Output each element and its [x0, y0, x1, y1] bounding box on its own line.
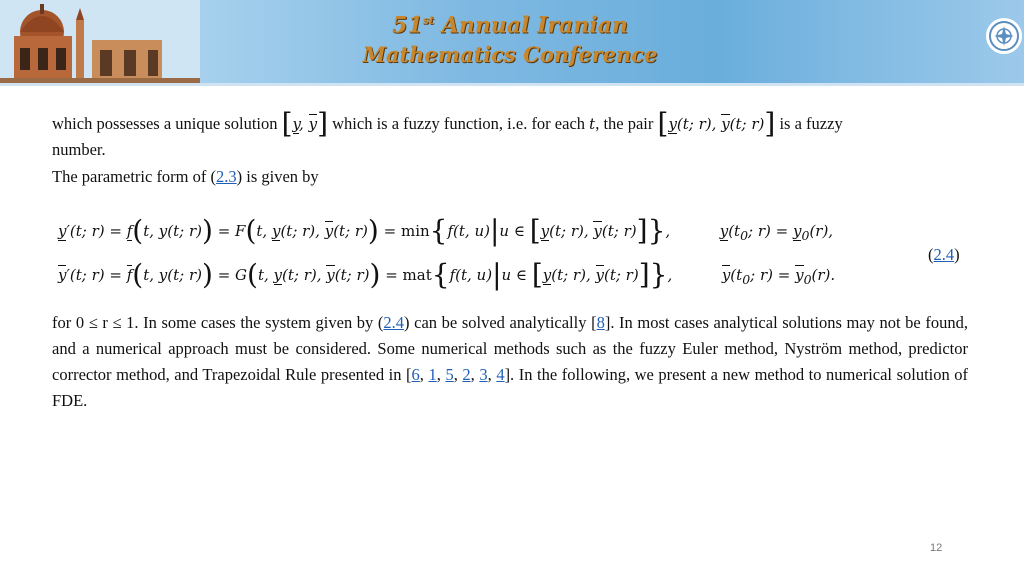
mosque-illustration: [0, 0, 200, 86]
equation-upper: y′(t; r) = f(t, y(t; r)) = G(t, y(t; r), y(t; r)) = mat{f(t, u)|u ∈ [y(t; r), y(t; r)]}, $y(t_0$; $r) = y_0(r)$.: [58, 258, 836, 291]
page-number: 12: [930, 542, 943, 554]
conference-title: 51st Annual Iranian Mathematics Conference: [362, 12, 658, 68]
initial-condition-lower: $y(t_0$; $r) = y_0(r)$,: [719, 222, 834, 243]
citation-5[interactable]: 5: [445, 365, 454, 384]
citation-6[interactable]: 6: [411, 365, 420, 384]
solution-pair: y, y: [292, 115, 318, 133]
conference-banner: [0, 0, 1024, 86]
eq-ref-2-4[interactable]: 2.4: [383, 313, 405, 332]
solution-paragraph: which possesses a unique solution [y, y] which is a fuzzy function, i.e. for each t, the pair [y(t; r), y(t; r)] is a fuzzy number.: [52, 107, 843, 159]
citation-3[interactable]: 3: [479, 365, 488, 384]
citation-8[interactable]: 8: [596, 313, 605, 332]
initial-condition-upper: $y(t_0$; $r) = y_0(r)$.: [721, 266, 836, 287]
university-logo: [986, 18, 1022, 54]
citation-2[interactable]: 2: [462, 365, 471, 384]
citation-4[interactable]: 4: [496, 365, 505, 384]
equation-number: (2.4): [928, 245, 960, 264]
parametric-intro: The parametric form of (2.3) is given by: [52, 167, 319, 186]
citation-1[interactable]: 1: [428, 365, 437, 384]
methods-paragraph: for 0 ≤ r ≤ 1. In some cases the system given by (2.4) can be solved analytically [8]. In most cases analytical solutions may not be found, and a numerical approach must be considered. Some numerical methods such as the fuzzy Euler method, Nyström method, predictor corrector method, and Trapezoidal Rule presented in [6, 1, 5, 2, 3, 4]. In the following, we present a new method to numerical solution of FDE.: [52, 313, 969, 410]
level-set-pair: y(t; r), y(t; r): [668, 115, 765, 133]
eq-ref-2-3[interactable]: 2.3: [216, 167, 237, 186]
eq-ref-2-4-label[interactable]: 2.4: [933, 245, 955, 264]
equation-lower: y′(t; r) = f(t, y(t; r)) = F(t, y(t; r), y(t; r)) = min{f(t, u)|u ∈ [y(t; r), y(t; r)]}, $y(t_0$; $r) = y_0(r)$,: [58, 214, 834, 247]
